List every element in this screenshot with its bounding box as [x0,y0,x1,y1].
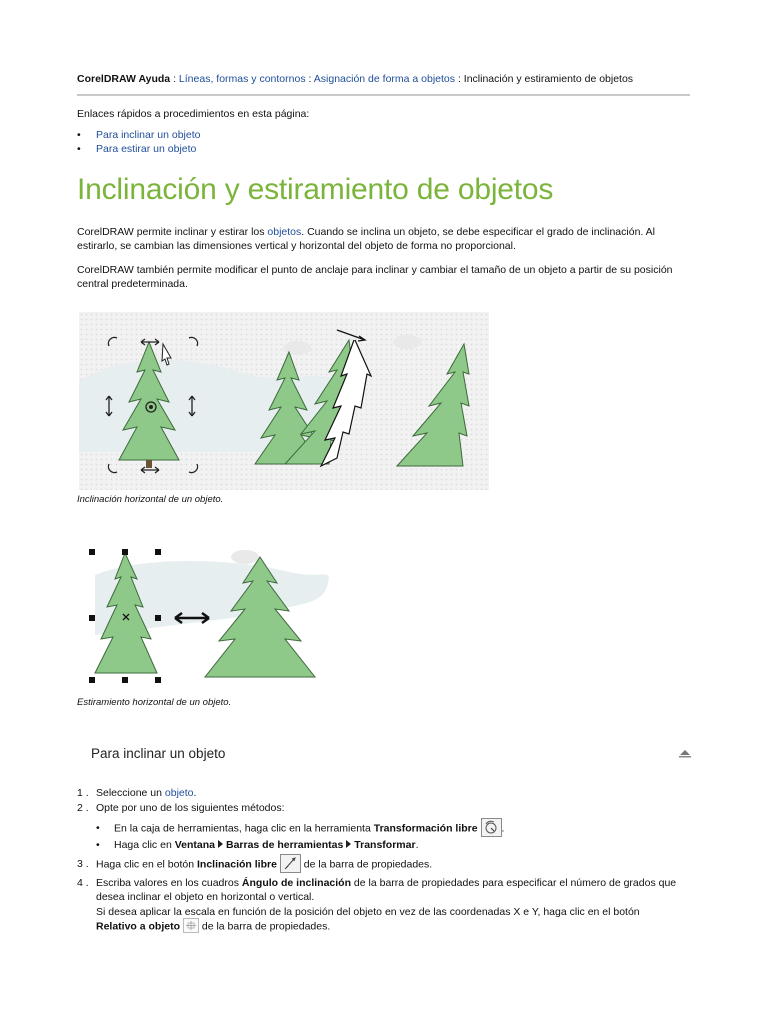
step-1 [77,786,196,801]
step-2-option-a [96,819,504,838]
step-text: Haga clic en [114,839,175,851]
step-text-end: . [193,787,197,799]
step-4 [77,876,676,891]
intro-text: CorelDRAW permite inclinar y estirar los [77,226,268,238]
objetos-link[interactable]: objetos [267,226,302,238]
free-transform-tool-icon [481,818,502,837]
menu-window: Ventana [174,839,215,851]
page-title: Inclinación y estiramiento de objetos [77,173,554,206]
step-text-rest: de la barra de propiedades para especificar el número de grados que [351,877,677,889]
step-text: Escriba valores en los cuadros [96,877,242,889]
cloud [283,341,311,355]
step-text: En la caja de herramientas, haga clic en la herramienta [114,822,374,835]
menu-toolbars: Barras de herramientas [225,839,344,851]
menu-transform: Transformar [354,839,416,851]
objeto-link[interactable]: objeto [164,787,194,799]
step-text-end: . [415,839,419,851]
breadcrumb-root: CorelDRAW Ayuda [77,73,171,85]
collapse-arrow-icon[interactable] [679,748,691,758]
step-number: 2 . [77,802,89,814]
step-2-option-b [96,838,419,853]
intro-paragraph [77,225,690,253]
breadcrumb-separator: : [305,73,314,85]
step-4-note: Si desea aplicar la escala en función de la posición del objeto en vez de las coordenadas X e Y, haga clic en el botón [96,906,640,918]
header-divider [77,94,690,96]
intro-text-rest: . Cuando se inclina un objeto, se debe especificar el grado de inclinación. Al estirarlo, se cambian las dimensiones vertical y horizontal del objeto de forma no proporcional. [77,226,655,252]
step-number: 3 . [77,858,89,871]
stretch-illustration [85,545,335,690]
step-text: Seleccione un [96,787,165,799]
breadcrumb-link-asignacion[interactable]: Asignación de forma a objetos [313,73,456,85]
figure-caption-stretch: Estiramiento horizontal de un objeto. [77,697,232,708]
breadcrumb [77,73,633,85]
menu-arrow-icon [346,840,351,848]
step-4-line-2: desea inclinar el objeto en horizontal o vertical. [96,891,315,903]
field-name: Ángulo de inclinación [241,877,351,889]
button-name: Relativo a objeto [96,920,181,933]
section-heading: Para inclinar un objeto [91,746,226,761]
step-4-note-end [96,919,330,934]
anchor-paragraph: CorelDRAW también permite modificar el punto de anclaje para inclinar y cambiar el tamaño de un objeto a partir de su posición central predeterminada. [77,264,673,290]
breadcrumb-separator: : [170,73,179,85]
step-number: 4 . [77,877,89,889]
breadcrumb-link-lineas[interactable]: Líneas, formas y contornos [178,73,306,85]
bullet: • [96,822,100,835]
list-item [77,128,200,142]
figure-caption-skew: Inclinación horizontal de un objeto. [77,494,224,505]
breadcrumb-current: Inclinación y estiramiento de objetos [463,73,634,85]
quick-links-list [77,128,200,156]
step-text-end: de la barra de propiedades. [198,920,331,933]
quick-links-intro: Enlaces rápidos a procedimientos en esta página: [77,108,310,120]
relative-to-object-icon [183,918,199,933]
breadcrumb-separator: : [455,73,464,85]
menu-arrow-icon [218,840,223,848]
step-text-end: de la barra de propiedades. [300,858,433,871]
cloud [231,550,259,564]
step-text-end: . [501,822,505,835]
step-3 [77,855,432,874]
step-2 [77,801,285,816]
step-text: Haga clic en el botón [96,858,197,871]
skew-illustration [79,312,489,492]
step-text: Opte por uno de los siguientes métodos: [96,802,285,814]
bullet: • [96,839,100,851]
tool-name: Inclinación libre [196,858,277,871]
cloud [393,335,421,349]
step-number: 1 . [77,787,89,799]
quick-link-estirar[interactable]: Para estirar un objeto [96,143,197,155]
tool-name: Transformación libre [373,822,478,835]
free-skew-icon [280,854,301,873]
quick-link-inclinar[interactable]: Para inclinar un objeto [96,129,201,141]
list-item [77,142,200,156]
